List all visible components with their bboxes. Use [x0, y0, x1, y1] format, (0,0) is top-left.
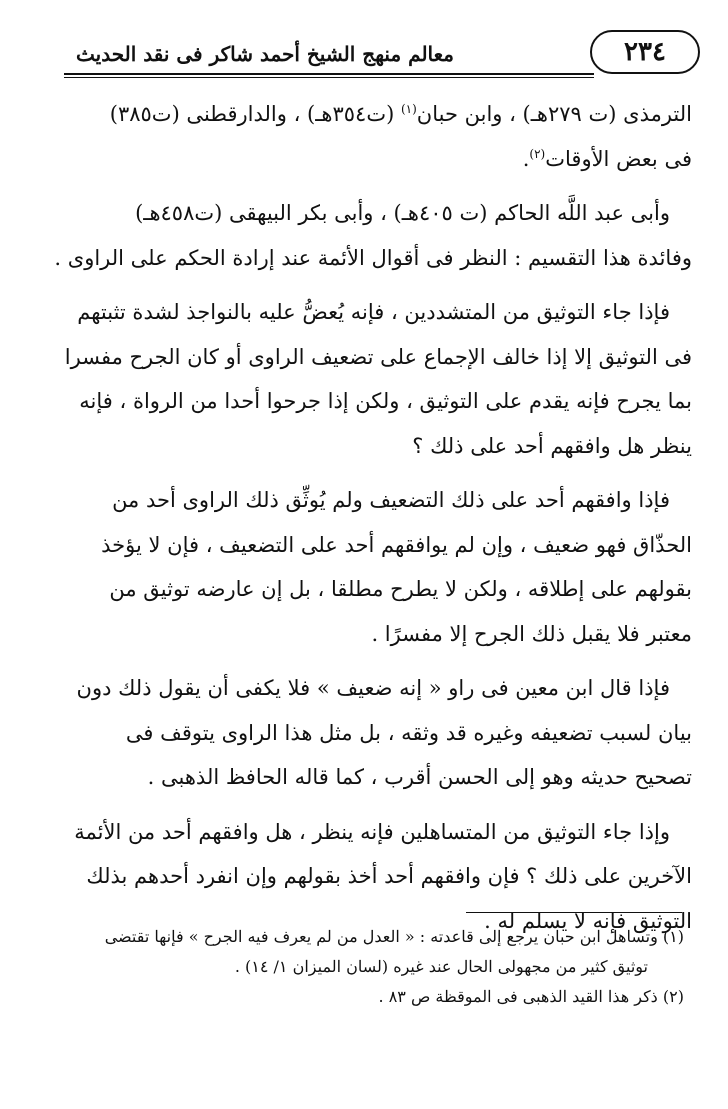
header-rule	[64, 73, 594, 75]
text-line: فإذا جاء التوثيق من المتشددين ، فإنه يُعضُّ عليه بالنواجذ لشدة تثبتهم	[77, 300, 670, 324]
text-segment: .	[522, 146, 530, 171]
header-rule-thin	[64, 77, 594, 78]
paragraph	[68, 478, 692, 656]
footnote-text: ذكر هذا القيد الذهبى فى الموقظة ص ٨٣ .	[378, 987, 658, 1006]
text-line: الحذّاق فهو ضعيف ، وإن لم يوافقهم أحد على التضعيف ، فإن لا يؤخذ	[101, 532, 692, 557]
paragraph	[68, 92, 692, 181]
footnote-number: (١)	[662, 927, 684, 946]
footnote	[70, 922, 684, 982]
text-line: بيان لسبب تضعيفه وغيره قد وثقه ، بل مثل هذا الراوى يتوقف فى	[125, 720, 692, 745]
footnote	[70, 982, 684, 1012]
footnote-line: توثيق كثير من مجهولى الحال عند غيره (لسان الميزان ١/ ١٤) .	[234, 957, 648, 976]
text-line: بقولهم على إطلاقه ، ولكن لا يطرح مطلقا ، بل إن عارضه توثيق من	[109, 577, 692, 601]
text-segment: الترمذى (ت ٢٧٩هـ) ، وابن حبان	[416, 102, 692, 126]
page-header	[64, 26, 682, 78]
text-line: فى التوثيق إلا إذا خالف الإجماع على تضعيف الراوى أو كان الجرح مفسرا	[64, 344, 692, 369]
paragraph	[64, 290, 692, 468]
text-line: وإذا جاء التوثيق من المتساهلين فإنه ينظر ، هل وافقهم أحد من الأئمة	[74, 819, 670, 844]
text-segment: فى بعض الأوقات	[545, 146, 692, 171]
text-line	[68, 92, 692, 137]
text-line: وفائدة هذا التقسيم : النظر فى أقوال الأئمة عند إرادة الحكم على الراوى .	[54, 245, 692, 270]
footnotes	[70, 922, 684, 1012]
footnote-separator	[466, 912, 682, 913]
footnote-number: (٢)	[662, 987, 684, 1006]
text-line: التوثيق فإنه لا يسلم له .	[484, 908, 692, 933]
footnote-line	[70, 922, 684, 952]
text-line: بما يجرح فإنه يقدم على التوثيق ، ولكن إذا جرحوا أحدا من الرواة ، فإنه	[79, 389, 692, 413]
text-line: تصحيح حديثه وهو إلى الحسن أقرب ، كما قاله الحافظ الذهبى .	[147, 765, 692, 789]
running-title: معالم منهج الشيخ أحمد شاكر فى نقد الحديث	[76, 42, 454, 66]
text-line: معتبر فلا يقبل ذلك الجرح إلا مفسرًا .	[371, 621, 692, 646]
text-line: فإذا قال ابن معين فى راو « إنه ضعيف » فلا يكفى أن يقول ذلك دون	[76, 676, 670, 700]
paragraph	[54, 191, 692, 280]
main-text	[54, 92, 692, 953]
text-line: فإذا وافقهم أحد على ذلك التضعيف ولم يُوثِّق ذلك الراوى أحد من	[112, 488, 670, 512]
footnote-ref[interactable]: (١)	[400, 102, 417, 116]
footnote-text: وتساهل ابن حبان يرجع إلى قاعدته : « العدل من لم يعرف فيه الجرح » فإنها تقتضى	[104, 927, 658, 946]
page-number: ٢٣٤	[590, 30, 700, 74]
text-line: ينظر هل وافقهم أحد على ذلك ؟	[412, 433, 692, 458]
text-line: الآخرين على ذلك ؟ فإن وافقهم أحد أخذ بقولهم وإن انفرد أحدهم بذلك	[86, 864, 692, 888]
footnote-line	[70, 982, 684, 1012]
footnote-ref[interactable]: (٢)	[529, 146, 546, 161]
text-line	[68, 137, 692, 182]
text-segment: (ت٣٥٤هـ) ، والدارقطنى (ت٣٨٥)	[109, 102, 395, 126]
paragraph	[68, 666, 692, 800]
text-line: وأبى عبد اللَّه الحاكم (ت ٤٠٥هـ) ، وأبى بكر البيهقى (ت٤٥٨هـ)	[135, 201, 670, 225]
